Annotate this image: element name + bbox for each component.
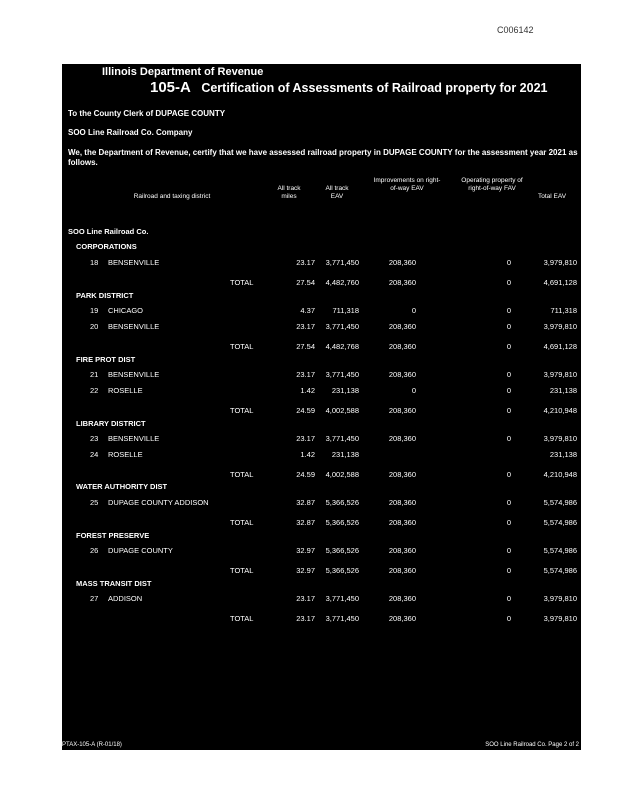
total-operating-eav: 0 bbox=[506, 342, 511, 351]
improvements-eav: 0 bbox=[411, 386, 416, 395]
total-eav: 5,574,986 bbox=[543, 546, 577, 555]
operating-eav: 0 bbox=[506, 434, 511, 443]
district-number: 21 bbox=[90, 370, 99, 379]
total-operating-eav: 0 bbox=[506, 614, 511, 623]
track-eav: 5,366,526 bbox=[325, 498, 359, 507]
track-miles: 4.37 bbox=[300, 306, 315, 315]
improvements-eav: 208,360 bbox=[388, 546, 416, 555]
column-header-total: Total EAV bbox=[537, 193, 567, 200]
total-label: TOTAL bbox=[230, 342, 254, 351]
district-number: 26 bbox=[90, 546, 99, 555]
total-track-eav: 4,002,588 bbox=[325, 406, 359, 415]
total-improvements-eav: 208,360 bbox=[388, 406, 416, 415]
table-row bbox=[62, 498, 581, 510]
total-eav: 3,979,810 bbox=[543, 258, 577, 267]
district-number: 22 bbox=[90, 386, 99, 395]
district-name: ROSELLE bbox=[108, 386, 143, 395]
improvements-eav: 208,360 bbox=[388, 258, 416, 267]
certification-sheet bbox=[62, 64, 581, 750]
total-improvements-eav: 208,360 bbox=[388, 278, 416, 287]
district-number: 24 bbox=[90, 450, 99, 459]
total-track-eav: 5,366,526 bbox=[325, 566, 359, 575]
total-eav: 231,138 bbox=[549, 386, 577, 395]
track-miles: 23.17 bbox=[296, 322, 315, 331]
operating-eav: 0 bbox=[506, 258, 511, 267]
certification-statement: We, the Department of Revenue, certify that we have assessed railroad property in DUPAGE COUNTY for the assessment year 2021 as follows. bbox=[68, 148, 578, 167]
total-improvements-eav: 208,360 bbox=[388, 342, 416, 351]
track-miles: 23.17 bbox=[296, 370, 315, 379]
total-track-miles: 27.54 bbox=[296, 342, 315, 351]
total-label: TOTAL bbox=[230, 470, 254, 479]
railroad-name: SOO Line Railroad Co. bbox=[68, 227, 149, 236]
district-number: 27 bbox=[90, 594, 99, 603]
total-track-miles: 27.54 bbox=[296, 278, 315, 287]
track-eav: 3,771,450 bbox=[325, 594, 359, 603]
section-name: WATER AUTHORITY DIST bbox=[76, 482, 168, 491]
improvements-eav: 208,360 bbox=[388, 498, 416, 507]
total-total-eav: 4,691,128 bbox=[543, 278, 577, 287]
district-name: BENSENVILLE bbox=[108, 370, 160, 379]
section-header bbox=[62, 579, 581, 591]
total-label: TOTAL bbox=[230, 614, 254, 623]
total-track-miles: 32.97 bbox=[296, 566, 315, 575]
section-name: FIRE PROT DIST bbox=[76, 355, 136, 364]
column-header-miles: All track miles bbox=[277, 185, 301, 200]
track-eav: 3,771,450 bbox=[325, 370, 359, 379]
company-line: SOO Line Railroad Co. Company bbox=[68, 128, 193, 137]
district-name: ROSELLE bbox=[108, 450, 143, 459]
track-miles: 23.17 bbox=[296, 594, 315, 603]
district-number: 25 bbox=[90, 498, 99, 507]
column-header-improvements: Improvements on right-of-way EAV bbox=[373, 177, 441, 192]
total-label: TOTAL bbox=[230, 406, 254, 415]
section-header bbox=[62, 355, 581, 367]
total-track-miles: 24.59 bbox=[296, 406, 315, 415]
total-operating-eav: 0 bbox=[506, 566, 511, 575]
total-row bbox=[62, 614, 581, 626]
total-row bbox=[62, 406, 581, 418]
operating-eav: 0 bbox=[506, 498, 511, 507]
total-eav: 3,979,810 bbox=[543, 594, 577, 603]
footer-page-info: SOO Line Railroad Co. Page 2 of 2 bbox=[485, 742, 579, 748]
total-improvements-eav: 208,360 bbox=[388, 518, 416, 527]
district-name: BENSENVILLE bbox=[108, 258, 160, 267]
total-total-eav: 3,979,810 bbox=[543, 614, 577, 623]
total-total-eav: 4,210,948 bbox=[543, 470, 577, 479]
section-header bbox=[62, 482, 581, 494]
to-county-line: To the County Clerk of DUPAGE COUNTY bbox=[68, 109, 226, 118]
total-row bbox=[62, 518, 581, 530]
operating-eav: 0 bbox=[506, 306, 511, 315]
district-number: 23 bbox=[90, 434, 99, 443]
total-track-eav: 3,771,450 bbox=[325, 614, 359, 623]
section-header bbox=[62, 291, 581, 303]
track-miles: 23.17 bbox=[296, 258, 315, 267]
track-miles: 1.42 bbox=[300, 386, 315, 395]
total-eav: 5,574,986 bbox=[543, 498, 577, 507]
total-eav: 3,979,810 bbox=[543, 322, 577, 331]
table-row bbox=[62, 594, 581, 606]
total-track-miles: 23.17 bbox=[296, 614, 315, 623]
total-track-eav: 5,366,526 bbox=[325, 518, 359, 527]
total-row bbox=[62, 566, 581, 578]
table-row bbox=[62, 306, 581, 318]
column-header-district: Railroad and taxing district bbox=[133, 193, 211, 200]
total-improvements-eav: 208,360 bbox=[388, 566, 416, 575]
total-row bbox=[62, 342, 581, 354]
total-label: TOTAL bbox=[230, 278, 254, 287]
total-eav: 3,979,810 bbox=[543, 434, 577, 443]
total-track-eav: 4,482,768 bbox=[325, 342, 359, 351]
total-operating-eav: 0 bbox=[506, 406, 511, 415]
track-miles: 1.42 bbox=[300, 450, 315, 459]
total-track-eav: 4,482,760 bbox=[325, 278, 359, 287]
district-name: ADDISON bbox=[108, 594, 143, 603]
total-row bbox=[62, 470, 581, 482]
agency-name: Illinois Department of Revenue bbox=[102, 66, 264, 78]
improvements-eav: 208,360 bbox=[388, 370, 416, 379]
track-miles: 32.87 bbox=[296, 498, 315, 507]
track-eav: 3,771,450 bbox=[325, 322, 359, 331]
railroad-name-row bbox=[62, 227, 581, 239]
track-eav: 231,138 bbox=[331, 386, 359, 395]
track-miles: 32.97 bbox=[296, 546, 315, 555]
total-total-eav: 5,574,986 bbox=[543, 518, 577, 527]
operating-eav: 0 bbox=[506, 386, 511, 395]
section-header bbox=[62, 242, 581, 254]
district-number: 20 bbox=[90, 322, 99, 331]
district-name: DUPAGE COUNTY bbox=[108, 546, 173, 555]
operating-eav: 0 bbox=[506, 370, 511, 379]
total-operating-eav: 0 bbox=[506, 518, 511, 527]
section-name: CORPORATIONS bbox=[76, 242, 137, 251]
improvements-eav: 208,360 bbox=[388, 322, 416, 331]
table-row bbox=[62, 434, 581, 446]
track-miles: 23.17 bbox=[296, 434, 315, 443]
operating-eav: 0 bbox=[506, 594, 511, 603]
operating-eav: 0 bbox=[506, 322, 511, 331]
improvements-eav: 208,360 bbox=[388, 594, 416, 603]
document-id: C006142 bbox=[497, 25, 534, 35]
total-operating-eav: 0 bbox=[506, 470, 511, 479]
total-eav: 231,138 bbox=[549, 450, 577, 459]
total-total-eav: 4,691,128 bbox=[543, 342, 577, 351]
total-improvements-eav: 208,360 bbox=[388, 470, 416, 479]
table-row bbox=[62, 450, 581, 462]
column-header-operating: Operating property of right-of-way FAV bbox=[461, 177, 523, 192]
track-eav: 711,318 bbox=[332, 306, 359, 315]
track-eav: 3,771,450 bbox=[325, 258, 359, 267]
district-name: CHICAGO bbox=[108, 306, 144, 315]
total-row bbox=[62, 278, 581, 290]
total-track-miles: 32.87 bbox=[296, 518, 315, 527]
table-row bbox=[62, 386, 581, 398]
total-eav: 711,318 bbox=[550, 306, 577, 315]
improvements-eav: 208,360 bbox=[388, 434, 416, 443]
section-name: FOREST PRESERVE bbox=[76, 531, 150, 540]
form-title-row bbox=[150, 79, 547, 97]
section-header bbox=[62, 419, 581, 431]
table-row bbox=[62, 258, 581, 270]
form-number: 105-A bbox=[150, 79, 191, 96]
column-header-eav: All track EAV bbox=[325, 185, 349, 200]
section-name: MASS TRANSIT DIST bbox=[76, 579, 152, 588]
track-eav: 5,366,526 bbox=[325, 546, 359, 555]
total-eav: 3,979,810 bbox=[543, 370, 577, 379]
section-name: PARK DISTRICT bbox=[76, 291, 134, 300]
total-label: TOTAL bbox=[230, 518, 254, 527]
track-eav: 231,138 bbox=[331, 450, 359, 459]
table-row bbox=[62, 322, 581, 334]
operating-eav: 0 bbox=[506, 546, 511, 555]
district-number: 19 bbox=[90, 306, 99, 315]
total-track-eav: 4,002,588 bbox=[325, 470, 359, 479]
total-track-miles: 24.59 bbox=[296, 470, 315, 479]
total-label: TOTAL bbox=[230, 566, 254, 575]
improvements-eav: 0 bbox=[411, 306, 416, 315]
total-improvements-eav: 208,360 bbox=[388, 614, 416, 623]
table-row bbox=[62, 370, 581, 382]
track-eav: 3,771,450 bbox=[325, 434, 359, 443]
district-name: BENSENVILLE bbox=[108, 322, 160, 331]
section-name: LIBRARY DISTRICT bbox=[76, 419, 146, 428]
section-header bbox=[62, 531, 581, 543]
total-operating-eav: 0 bbox=[506, 278, 511, 287]
district-number: 18 bbox=[90, 258, 99, 267]
district-name: BENSENVILLE bbox=[108, 434, 160, 443]
total-total-eav: 5,574,986 bbox=[543, 566, 577, 575]
total-total-eav: 4,210,948 bbox=[543, 406, 577, 415]
district-name: DUPAGE COUNTY ADDISON bbox=[108, 498, 209, 507]
table-row bbox=[62, 546, 581, 558]
form-title: Certification of Assessments of Railroad property for 2021 bbox=[201, 81, 548, 95]
footer-form-code: PTAX-105-A (R-01/18) bbox=[62, 742, 122, 748]
